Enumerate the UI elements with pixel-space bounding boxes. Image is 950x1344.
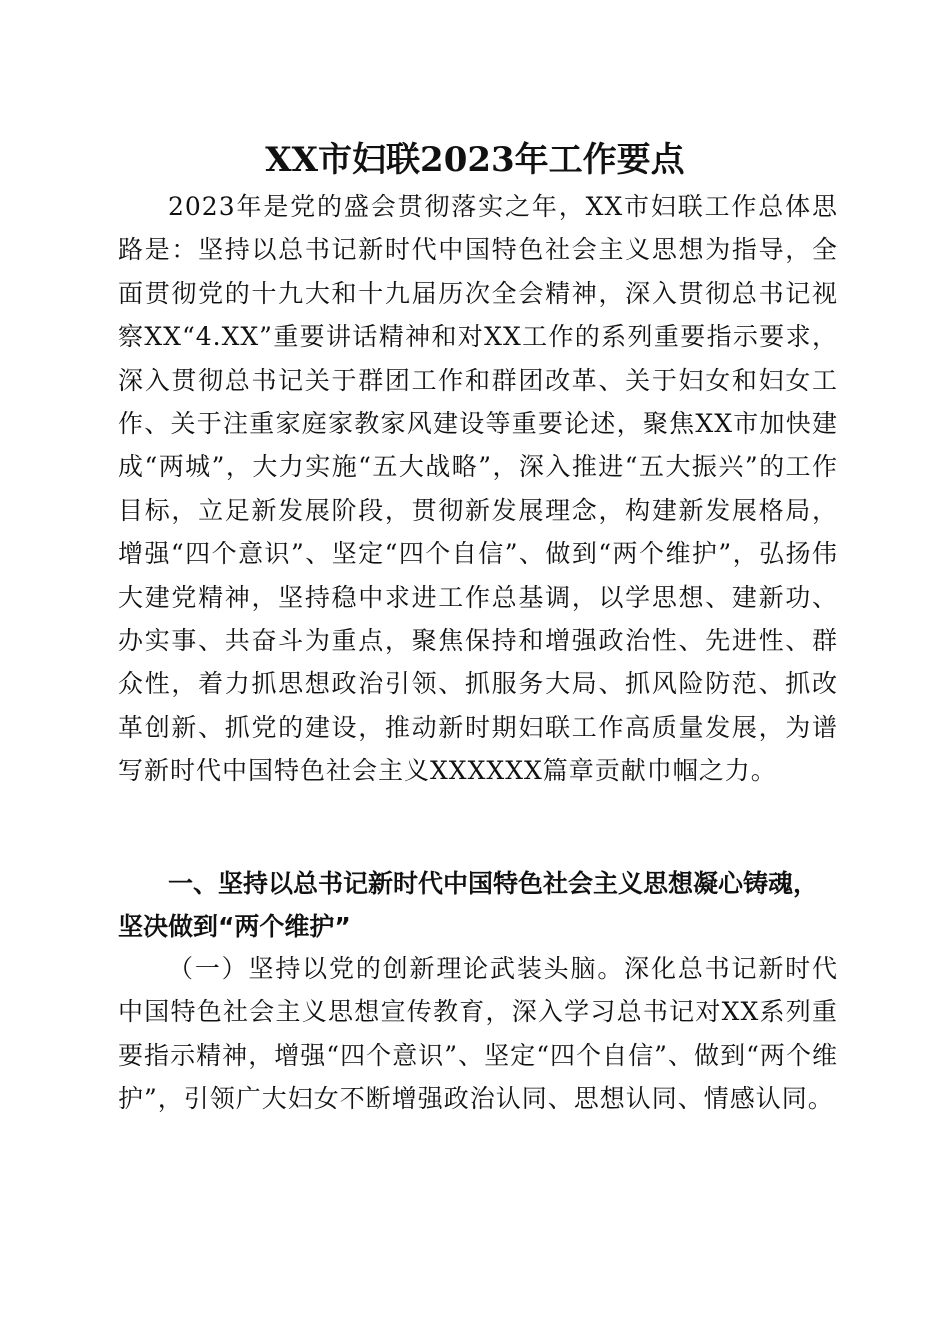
section-1-item-1-label: （一）坚持以党的创新理论武装头脑。 [168, 954, 625, 983]
intro-paragraph: 2023年是党的盛会贯彻落实之年，XX市妇联工作总体思路是：坚持以总书记新时代中国特色社会主义思想为指导，全面贯彻党的十九大和十九届历次全会精神，深入贯彻总书记视察XX“4.XX”重要讲话精神和对XX工作的系列重要指示要求，深入贯彻总书记关于群团工作和群团改革、关于妇女和妇女工作、关于注重家庭家教家风建设等重要论述，聚焦XX市加快建成“两城”，大力实施“五大战略”，深入推进“五大振兴”的工作目标，立足新发展阶段，贯彻新发展理念，构建新发展格局，增强“四个意识”、坚定“四个自信”、做到“两个维护”，弘扬伟大建党精神，坚持稳中求进工作总基调，以学思想、建新功、办实事、共奋斗为重点，聚焦保持和增强政治性、先进性、群众性，着力抓思想政治引领、抓服务大局、抓风险防范、抓改革创新、抓党的建设，推动新时期妇联工作高质量发展，为谱写新时代中国特色社会主义XXXXXX篇章贡献巾帼之力。 [118, 192, 838, 786]
section-1-item-1-paragraph [118, 947, 838, 1121]
section-1-heading: 一、坚持以总书记新时代中国特色社会主义思想凝心铸魂，坚决做到“两个维护” [118, 869, 819, 941]
section-1-item-1-text: 深化总书记新时代中国特色社会主义思想宣传教育，深入学习总书记对XX系列重要指示精神，增强“四个意识”、坚定“四个自信”、做到“两个维护”，引领广大妇女不断增强政治认同、思想认同、情感认同。 [118, 954, 838, 1114]
document-title: XX市妇联2023年工作要点 [265, 140, 685, 180]
